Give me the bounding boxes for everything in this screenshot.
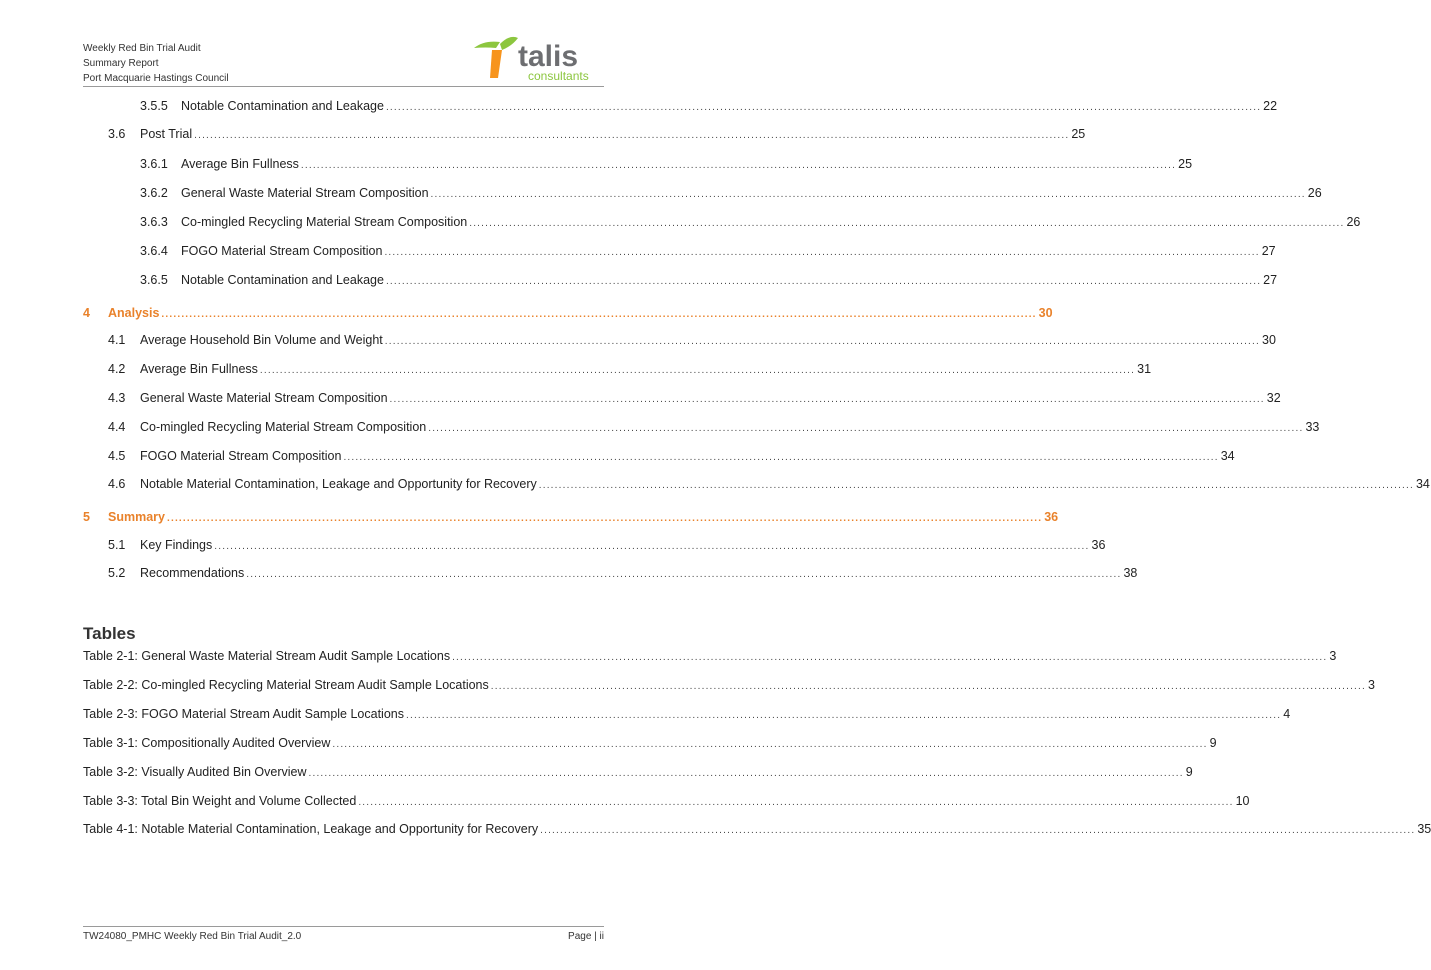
entry-page-number: 36 bbox=[1091, 538, 1106, 552]
toc-entry[interactable] bbox=[140, 242, 1276, 260]
footer-doc-id: TW24080_PMHC Weekly Red Bin Trial Audit_2.0 bbox=[83, 931, 302, 942]
entry-number: 3.5.5 bbox=[140, 99, 168, 113]
entry-title: Notable Material Contamination, Leakage and Opportunity for Recovery bbox=[140, 477, 537, 491]
entry-page-number: 10 bbox=[1235, 794, 1250, 808]
entry-page-number: 33 bbox=[1305, 420, 1320, 434]
document-footer bbox=[83, 931, 604, 942]
entry-page-number: 3 bbox=[1329, 649, 1337, 663]
entry-number: 3.6.3 bbox=[140, 215, 168, 229]
toc-entry[interactable] bbox=[83, 508, 1059, 526]
entry-page-number: 35 bbox=[1417, 822, 1431, 836]
toc-entry[interactable] bbox=[83, 304, 1053, 322]
dot-leader: ............................................................................................................................................................................................................................ bbox=[300, 160, 1177, 171]
entry-number: 4 bbox=[83, 306, 90, 320]
dot-leader: ............................................................................................................................................................................................................................ bbox=[308, 768, 1184, 779]
toc-entry[interactable] bbox=[108, 447, 1235, 465]
entry-title: Table 3-2: Visually Audited Bin Overview bbox=[83, 765, 307, 779]
dot-leader: ............................................................................................................................................................................................................................ bbox=[428, 423, 1304, 434]
toc-entry[interactable] bbox=[108, 360, 1152, 378]
toc-entry[interactable] bbox=[108, 125, 1086, 143]
header-client: Port Macquarie Hastings Council bbox=[83, 73, 229, 84]
dot-leader: ............................................................................................................................................................................................................................ bbox=[259, 365, 1136, 376]
entry-title: Summary bbox=[108, 510, 165, 524]
entry-page-number: 30 bbox=[1038, 306, 1053, 320]
entry-page-number: 27 bbox=[1263, 273, 1278, 287]
table-list-entry[interactable] bbox=[83, 792, 1250, 810]
footer-rule bbox=[83, 926, 604, 927]
entry-page-number: 34 bbox=[1220, 449, 1235, 463]
dot-leader: ............................................................................................................................................................................................................................ bbox=[166, 513, 1043, 524]
entry-title: FOGO Material Stream Composition bbox=[140, 449, 342, 463]
dot-leader: ............................................................................................................................................................................................................................ bbox=[194, 130, 1070, 141]
dot-leader: ............................................................................................................................................................................................................................ bbox=[358, 797, 1234, 808]
entry-title: Table 2-3: FOGO Material Stream Audit Sample Locations bbox=[83, 707, 404, 721]
toc-entry[interactable] bbox=[108, 475, 1430, 493]
entry-title: Table 4-1: Notable Material Contamination, Leakage and Opportunity for Recovery bbox=[83, 822, 539, 836]
dot-leader: ............................................................................................................................................................................................................................ bbox=[490, 681, 1366, 692]
toc-entry[interactable] bbox=[108, 389, 1281, 407]
entry-number: 3.6.2 bbox=[140, 186, 168, 200]
entry-number: 3.6 bbox=[108, 127, 126, 141]
entry-title: Key Findings bbox=[140, 538, 213, 552]
dot-leader: ............................................................................................................................................................................................................................ bbox=[384, 247, 1260, 258]
header-report-title: Weekly Red Bin Trial Audit bbox=[83, 43, 201, 54]
entry-number: 4.1 bbox=[108, 333, 126, 347]
entry-title: Recommendations bbox=[140, 566, 245, 580]
toc-entry[interactable] bbox=[108, 331, 1276, 349]
logo-mark-green bbox=[474, 42, 500, 48]
logo-wordmark: talis bbox=[518, 40, 579, 73]
entry-title: Co-mingled Recycling Material Stream Composition bbox=[140, 420, 427, 434]
entry-number: 3.6.4 bbox=[140, 244, 168, 258]
toc-entry[interactable] bbox=[108, 418, 1320, 436]
entry-page-number: 25 bbox=[1071, 127, 1086, 141]
entry-number: 5.1 bbox=[108, 538, 126, 552]
entry-page-number: 31 bbox=[1137, 362, 1152, 376]
entry-page-number: 9 bbox=[1209, 736, 1217, 750]
entry-page-number: 36 bbox=[1044, 510, 1059, 524]
entry-title: Table 3-1: Compositionally Audited Overview bbox=[83, 736, 331, 750]
tables-heading: Tables bbox=[83, 624, 136, 643]
dot-leader: ............................................................................................................................................................................................................................ bbox=[469, 218, 1345, 229]
dot-leader: ............................................................................................................................................................................................................................ bbox=[430, 189, 1306, 200]
entry-title: General Waste Material Stream Composition bbox=[140, 391, 388, 405]
entry-title: Average Household Bin Volume and Weight bbox=[140, 333, 383, 347]
entry-number: 5.2 bbox=[108, 566, 126, 580]
entry-title: Co-mingled Recycling Material Stream Composition bbox=[181, 215, 468, 229]
table-list-entry[interactable] bbox=[83, 676, 1375, 694]
header-report-type: Summary Report bbox=[83, 58, 159, 69]
entry-number: 4.4 bbox=[108, 420, 126, 434]
entry-page-number: 32 bbox=[1266, 391, 1281, 405]
toc-entry[interactable] bbox=[140, 213, 1361, 231]
table-list-entry[interactable] bbox=[83, 763, 1193, 781]
entry-title: Notable Contamination and Leakage bbox=[181, 273, 384, 287]
table-list-entry[interactable] bbox=[83, 734, 1217, 752]
entry-title: General Waste Material Stream Composition bbox=[181, 186, 429, 200]
dot-leader: ............................................................................................................................................................................................................................ bbox=[389, 394, 1265, 405]
dot-leader: ............................................................................................................................................................................................................................ bbox=[343, 452, 1219, 463]
table-list-entry[interactable] bbox=[83, 705, 1291, 723]
entry-page-number: 26 bbox=[1346, 215, 1361, 229]
entry-title: Notable Contamination and Leakage bbox=[181, 99, 384, 113]
dot-leader: ............................................................................................................................................................................................................................ bbox=[214, 541, 1090, 552]
header-rule bbox=[83, 86, 604, 87]
logo-mark-leaf bbox=[500, 37, 518, 50]
toc-entry[interactable] bbox=[108, 564, 1138, 582]
dot-leader: ............................................................................................................................................................................................................................ bbox=[384, 336, 1260, 347]
table-list-entry[interactable] bbox=[83, 647, 1337, 665]
entry-title: Table 2-1: General Waste Material Stream Audit Sample Locations bbox=[83, 649, 451, 663]
logo-mark-orange bbox=[490, 50, 502, 78]
toc-entry[interactable] bbox=[140, 184, 1322, 202]
entry-page-number: 27 bbox=[1261, 244, 1276, 258]
entry-title: Analysis bbox=[108, 306, 160, 320]
entry-number: 5 bbox=[83, 510, 90, 524]
entry-page-number: 26 bbox=[1307, 186, 1322, 200]
document-header bbox=[83, 41, 229, 86]
footer-page-number: Page | ii bbox=[568, 931, 604, 942]
toc-entry[interactable] bbox=[140, 271, 1278, 289]
toc-entry[interactable] bbox=[140, 97, 1278, 115]
entry-page-number: 38 bbox=[1123, 566, 1138, 580]
entry-page-number: 22 bbox=[1263, 99, 1278, 113]
entry-title: Table 3-3: Total Bin Weight and Volume Collected bbox=[83, 794, 357, 808]
dot-leader: ............................................................................................................................................................................................................................ bbox=[385, 102, 1262, 113]
entry-page-number: 3 bbox=[1367, 678, 1375, 692]
entry-page-number: 25 bbox=[1178, 157, 1193, 171]
dot-leader: ............................................................................................................................................................................................................................ bbox=[246, 569, 1122, 580]
dot-leader: ............................................................................................................................................................................................................................ bbox=[540, 825, 1416, 836]
entry-page-number: 4 bbox=[1283, 707, 1291, 721]
entry-title: Average Bin Fullness bbox=[140, 362, 258, 376]
entry-page-number: 34 bbox=[1415, 477, 1430, 491]
entry-number: 3.6.5 bbox=[140, 273, 168, 287]
dot-leader: ............................................................................................................................................................................................................................ bbox=[161, 309, 1037, 320]
entry-page-number: 9 bbox=[1185, 765, 1193, 779]
table-list-entry[interactable] bbox=[83, 820, 1431, 838]
entry-number: 4.2 bbox=[108, 362, 126, 376]
entry-title: Average Bin Fullness bbox=[181, 157, 299, 171]
talis-logo bbox=[470, 30, 610, 86]
logo-tagline: consultants bbox=[528, 69, 589, 83]
toc-entry[interactable] bbox=[108, 536, 1106, 554]
toc-entry[interactable] bbox=[140, 155, 1193, 173]
entry-number: 3.6.1 bbox=[140, 157, 168, 171]
entry-number: 4.6 bbox=[108, 477, 126, 491]
entry-page-number: 30 bbox=[1262, 333, 1276, 347]
entry-title: Table 2-2: Co-mingled Recycling Material Stream Audit Sample Locations bbox=[83, 678, 489, 692]
dot-leader: ............................................................................................................................................................................................................................ bbox=[405, 710, 1282, 721]
dot-leader: ............................................................................................................................................................................................................................ bbox=[452, 652, 1328, 663]
entry-number: 4.3 bbox=[108, 391, 126, 405]
dot-leader: ............................................................................................................................................................................................................................ bbox=[538, 480, 1414, 491]
dot-leader: ............................................................................................................................................................................................................................ bbox=[385, 276, 1262, 287]
entry-title: Post Trial bbox=[140, 127, 193, 141]
entry-number: 4.5 bbox=[108, 449, 126, 463]
dot-leader: ............................................................................................................................................................................................................................ bbox=[332, 739, 1208, 750]
entry-title: FOGO Material Stream Composition bbox=[181, 244, 383, 258]
